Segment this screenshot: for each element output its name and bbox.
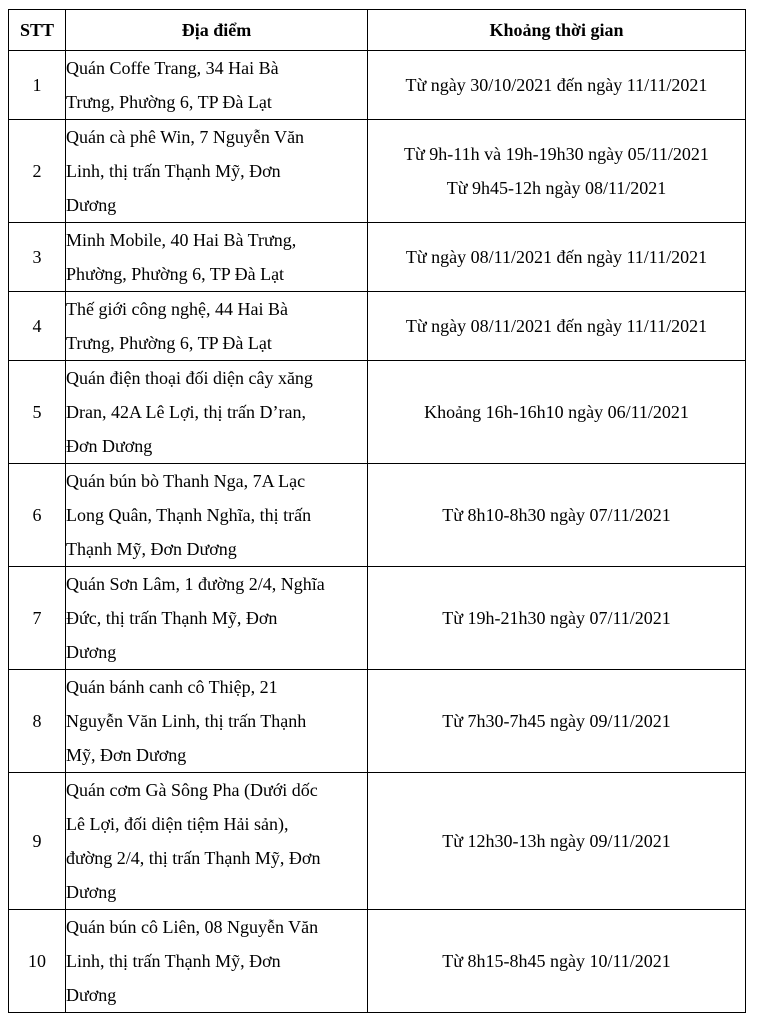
location-line: Quán Sơn Lâm, 1 đường 2/4, Nghĩa: [66, 574, 325, 594]
row-number: 8: [9, 670, 66, 773]
location-cell: [66, 910, 368, 1013]
location-line: Dương: [66, 642, 117, 662]
location-line: Long Quân, Thạnh Nghĩa, thị trấn: [66, 505, 312, 525]
location-cell: [66, 670, 368, 773]
time-cell: [368, 120, 746, 223]
location-line: Quán cơm Gà Sông Pha (Dưới dốc: [66, 780, 318, 800]
location-line: Mỹ, Đơn Dương: [66, 745, 187, 765]
table-row: [9, 292, 746, 361]
time-line: Từ 12h30-13h ngày 09/11/2021: [442, 831, 671, 851]
location-line: Linh, thị trấn Thạnh Mỹ, Đơn: [66, 951, 281, 971]
header-location: Địa điểm: [66, 10, 368, 51]
time-cell: [368, 292, 746, 361]
table-header-row: [9, 10, 746, 51]
time-line: Từ ngày 08/11/2021 đến ngày 11/11/2021: [405, 316, 708, 336]
time-line: Từ ngày 30/10/2021 đến ngày 11/11/2021: [405, 75, 708, 95]
location-cell: [66, 120, 368, 223]
row-number: 9: [9, 773, 66, 910]
location-line: Đơn Dương: [66, 436, 153, 456]
table-row: [9, 670, 746, 773]
header-stt: STT: [9, 10, 66, 51]
table-row: [9, 223, 746, 292]
table-body: [9, 51, 746, 1013]
location-line: Quán bún cô Liên, 08 Nguyễn Văn: [66, 917, 319, 937]
row-number: 6: [9, 464, 66, 567]
location-line: Minh Mobile, 40 Hai Bà Trưng,: [66, 230, 297, 250]
time-line: Khoảng 16h-16h10 ngày 06/11/2021: [424, 402, 689, 422]
table-row: [9, 910, 746, 1013]
time-line: Từ 7h30-7h45 ngày 09/11/2021: [442, 711, 671, 731]
time-cell: [368, 223, 746, 292]
location-line: Dương: [66, 195, 117, 215]
table-row: [9, 51, 746, 120]
location-line: Quán bánh canh cô Thiệp, 21: [66, 677, 278, 697]
location-line: Linh, thị trấn Thạnh Mỹ, Đơn: [66, 161, 281, 181]
location-line: Thế giới công nghệ, 44 Hai Bà: [66, 299, 288, 319]
table-row: [9, 773, 746, 910]
row-number: 3: [9, 223, 66, 292]
row-number: 5: [9, 361, 66, 464]
location-line: Thạnh Mỹ, Đơn Dương: [66, 539, 237, 559]
location-line: Lê Lợi, đối diện tiệm Hải sản),: [66, 814, 289, 834]
location-cell: [66, 51, 368, 120]
time-cell: [368, 361, 746, 464]
location-cell: [66, 223, 368, 292]
time-cell: [368, 567, 746, 670]
row-number: 1: [9, 51, 66, 120]
location-line: Đức, thị trấn Thạnh Mỹ, Đơn: [66, 608, 278, 628]
location-line: Trưng, Phường 6, TP Đà Lạt: [66, 333, 272, 353]
location-cell: [66, 361, 368, 464]
time-cell: [368, 670, 746, 773]
row-number: 10: [9, 910, 66, 1013]
table-row: [9, 464, 746, 567]
location-cell: [66, 464, 368, 567]
location-line: Quán Coffe Trang, 34 Hai Bà: [66, 58, 279, 78]
location-line: Trưng, Phường 6, TP Đà Lạt: [66, 92, 272, 112]
time-line: Từ 8h10-8h30 ngày 07/11/2021: [442, 505, 671, 525]
time-line: Từ 9h-11h và 19h-19h30 ngày 05/11/2021: [404, 144, 709, 164]
location-line: Phường, Phường 6, TP Đà Lạt: [66, 264, 285, 284]
location-cell: [66, 567, 368, 670]
time-cell: [368, 910, 746, 1013]
table-row: [9, 361, 746, 464]
location-cell: [66, 292, 368, 361]
time-line: Từ 9h45-12h ngày 08/11/2021: [446, 178, 667, 198]
time-cell: [368, 773, 746, 910]
location-line: Dran, 42A Lê Lợi, thị trấn D’ran,: [66, 402, 306, 422]
location-line: Quán cà phê Win, 7 Nguyễn Văn: [66, 127, 305, 147]
row-number: 7: [9, 567, 66, 670]
time-line: Từ ngày 08/11/2021 đến ngày 11/11/2021: [405, 247, 708, 267]
locations-table: [8, 9, 746, 1013]
table-row: [9, 567, 746, 670]
row-number: 2: [9, 120, 66, 223]
location-line: đường 2/4, thị trấn Thạnh Mỹ, Đơn: [66, 848, 321, 868]
location-line: Dương: [66, 985, 117, 1005]
header-time: Khoảng thời gian: [368, 10, 746, 51]
time-cell: [368, 51, 746, 120]
time-line: Từ 8h15-8h45 ngày 10/11/2021: [442, 951, 671, 971]
row-number: 4: [9, 292, 66, 361]
table-row: [9, 120, 746, 223]
location-line: Quán bún bò Thanh Nga, 7A Lạc: [66, 471, 306, 491]
location-line: Dương: [66, 882, 117, 902]
location-line: Quán điện thoại đối diện cây xăng: [66, 368, 313, 388]
location-cell: [66, 773, 368, 910]
location-line: Nguyễn Văn Linh, thị trấn Thạnh: [66, 711, 307, 731]
time-line: Từ 19h-21h30 ngày 07/11/2021: [442, 608, 671, 628]
time-cell: [368, 464, 746, 567]
